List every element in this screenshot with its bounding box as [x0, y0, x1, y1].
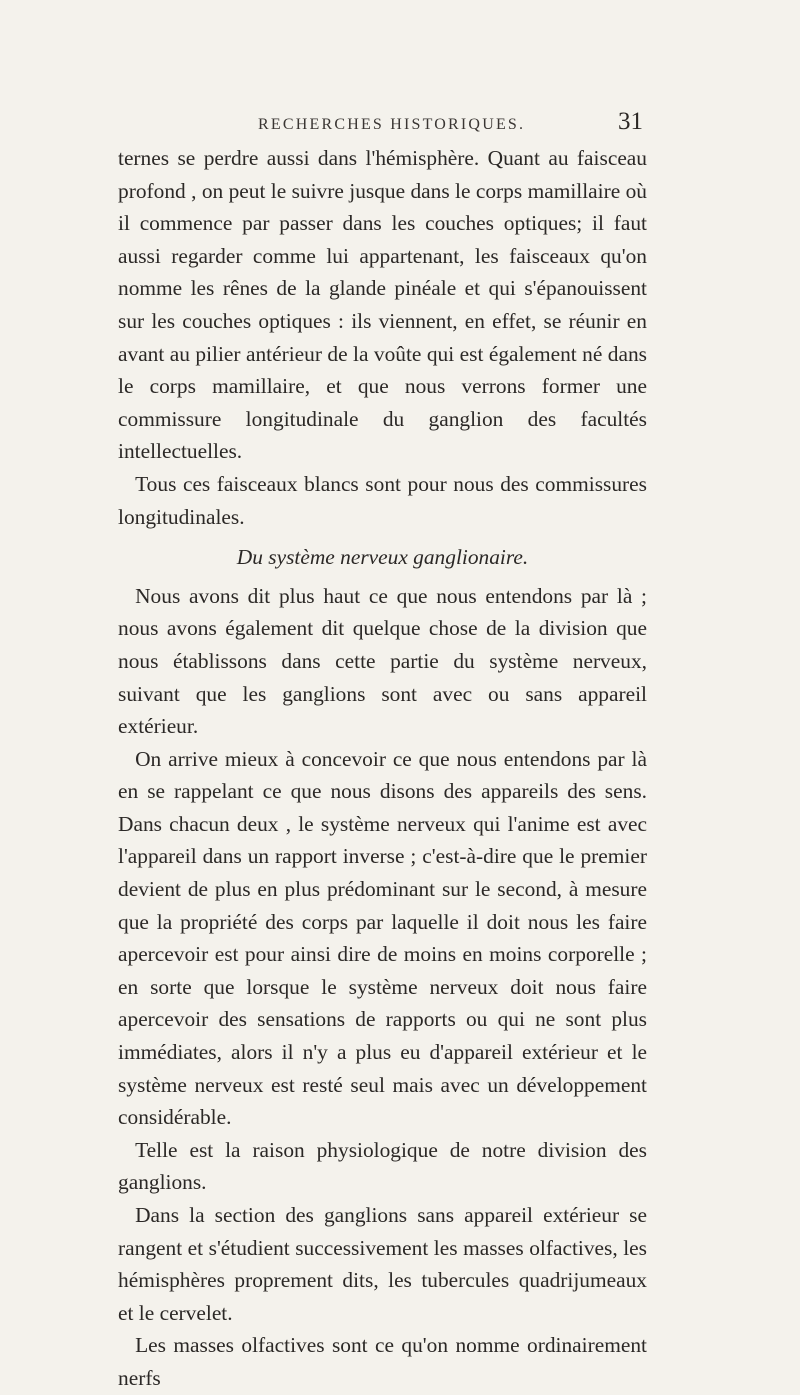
page-number: 31 [618, 108, 643, 135]
section-heading: Du système nerveux ganglionaire. [236, 545, 529, 570]
body-text [118, 142, 647, 1395]
paragraph: Nous avons dit plus haut ce que nous entendons par là ; nous avons également dit quelque chose de la division que nous établissons dans cette partie du système nerveux, suivant que les ganglions sont avec ou sans appareil extérieur. [118, 583, 647, 739]
paragraph: Telle est la raison physiologique de notre division des ganglions. [118, 1137, 647, 1195]
paragraph-continuation: ternes se perdre aussi dans l'hémisphère. Quant au faisceau profond , on peut le suivre jusque dans le corps mamillaire où il commence par passer dans les couches optiques; il faut aussi regarder comme lui appartenant, les faisceaux qu'on nomme les rênes de la glande pinéale et qui s'épanouissent sur les couches optiques : ils viennent, en effet, se réunir en avant au pilier antérieur de la voûte qui est également né dans le corps mamillaire, et que nous verrons former une commissure longitudinale du ganglion des facultés intellectuelles. [118, 146, 647, 464]
paragraph: Tous ces faisceaux blancs sont pour nous des commissures longitudinales. [118, 471, 647, 529]
running-head [0, 110, 800, 146]
paragraph: Dans la section des ganglions sans appareil extérieur se rangent et s'étudient successivement les masses olfactives, les hémisphères proprement dits, les tubercules quadrijumeaux et le cervelet. [118, 1203, 647, 1325]
paragraph: On arrive mieux à concevoir ce que nous entendons par là en se rappelant ce que nous disons des appareils des sens. Dans chacun deux , le système nerveux qui l'anime est avec l'appareil dans un rapport inverse ; c'est-à-dire que le premier devient de plus en plus prédominant sur le second, à mesure que la propriété des corps par laquelle il doit nous les faire apercevoir est pour ainsi dire de moins en moins corporelle ; en sorte que lorsque le système nerveux doit nous faire apercevoir des sensations de rapports ou qui ne sont plus immédiates, alors il n'y a plus eu d'appareil extérieur et le système nerveux est resté seul mais avec un développement considérable. [118, 746, 647, 1130]
running-title: RECHERCHES HISTORIQUES. [258, 116, 526, 133]
paragraph: Les masses olfactives sont ce qu'on nomme ordinairement nerfs [118, 1333, 647, 1390]
